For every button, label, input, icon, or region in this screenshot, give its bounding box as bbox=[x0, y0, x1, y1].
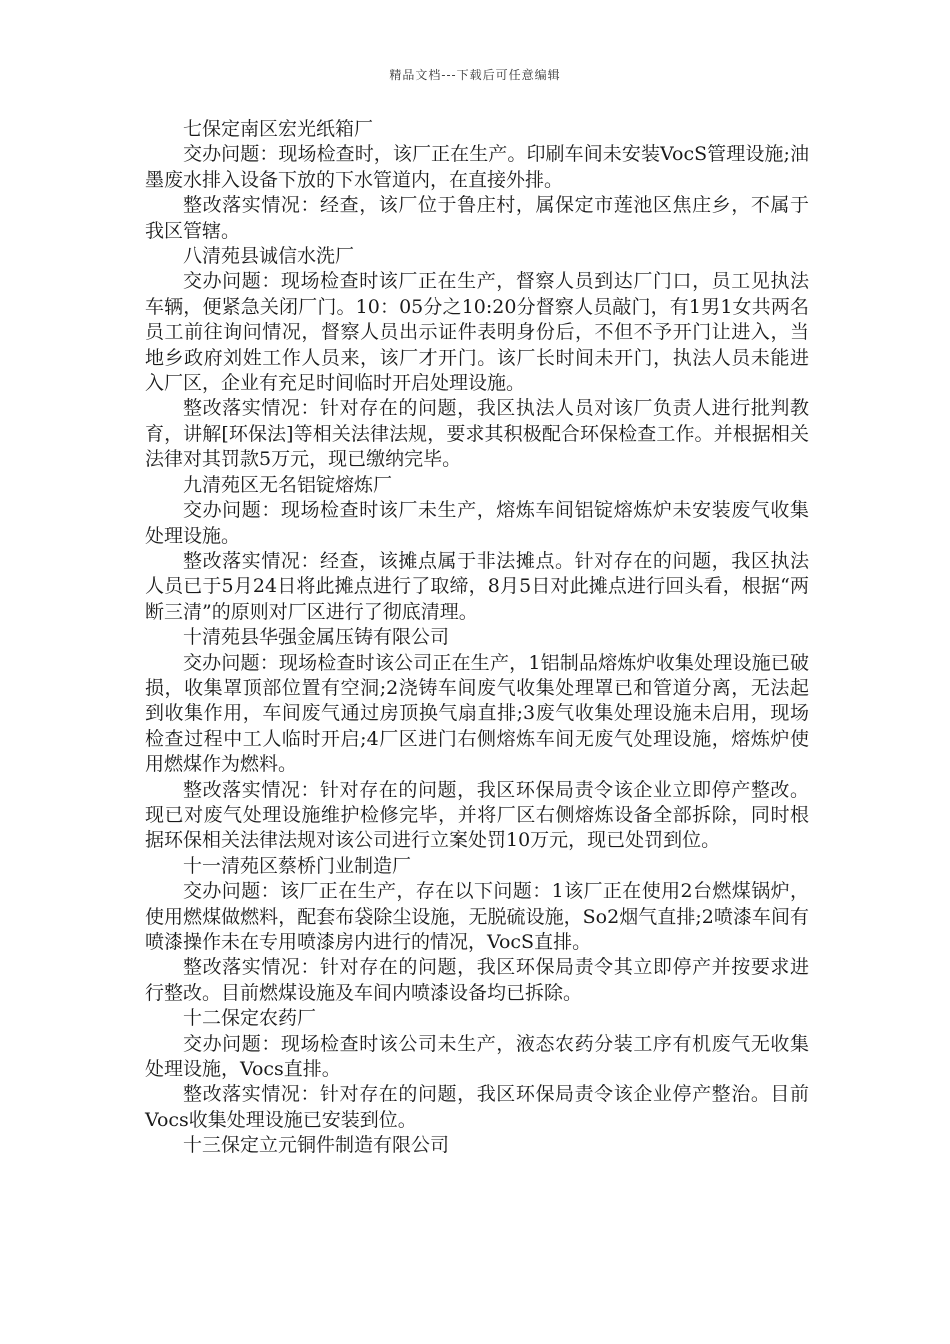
rectification-paragraph: 整改落实情况：针对存在的问题，我区环保局责令其立即停产并按要求进行整改。目前燃煤设施及车间内喷漆设备均已拆除。 bbox=[145, 956, 809, 1004]
section-heading: 七保定南区宏光纸箱厂 bbox=[183, 118, 374, 140]
issue-paragraph: 交办问题：现场检查时该厂正在生产，督察人员到达厂门口，员工见执法车辆，便紧急关闭厂门。10：05分之10:20分督察人员敲门，有1男1女共两名员工前往询问情况，督察人员出示证件表明身份后，不但不予开门让进入，当地乡政府刘姓工作人员来，该厂才开门。该厂长时间未开门，执法人员未能进入厂区，企业有充足时间临时开启处理设施。 bbox=[145, 270, 809, 395]
issue-paragraph: 交办问题：现场检查时，该厂正在生产。印刷车间未安装VocS管理设施;油墨废水排入设备下放的下水管道内，在直接外排。 bbox=[145, 143, 809, 191]
issue-paragraph: 交办问题：现场检查时该公司未生产，液态农药分装工序有机废气无收集处理设施，Vocs直排。 bbox=[145, 1032, 809, 1081]
rectification-paragraph: 整改落实情况：针对存在的问题，我区环保局责令该企业停产整治。目前Vocs收集处理设施已安装到位。 bbox=[145, 1083, 809, 1131]
rectification-paragraph: 整改落实情况：经查，该厂位于鲁庄村，属保定市莲池区焦庄乡，不属于我区管辖。 bbox=[145, 194, 809, 242]
section-heading: 八清苑县诚信水洗厂 bbox=[183, 245, 355, 268]
section-heading: 九清苑区无名铝锭熔炼厂 bbox=[183, 473, 393, 496]
rectification-paragraph: 整改落实情况：针对存在的问题，我区环保局责令该企业立即停产整改。现已对废气处理设施维护检修完毕，并将厂区右侧熔炼设备全部拆除，同时根据环保相关法律法规对该公司进行立案处罚10万元，现已处罚到位。 bbox=[145, 778, 809, 852]
section-heading: 十三保定立元铜件制造有限公司 bbox=[183, 1134, 450, 1157]
section-heading: 十清苑县华强金属压铸有限公司 bbox=[183, 626, 450, 649]
issue-paragraph: 交办问题：现场检查时该厂未生产，熔炼车间铝锭熔炼炉未安装废气收集处理设施。 bbox=[145, 499, 809, 547]
rectification-paragraph: 整改落实情况：经查，该摊点属于非法摊点。针对存在的问题，我区执法人员已于5月24日将此摊点进行了取缔，8月5日对此摊点进行回头看，根据“两断三清”的原则对厂区进行了彻底清理。 bbox=[145, 549, 809, 623]
issue-paragraph: 交办问题：该厂正在生产，存在以下问题：1该厂正在使用2台燃煤锅炉，使用燃煤做燃料，配套布袋除尘设施，无脱硫设施，So2烟气直排;2喷漆车间有喷漆操作未在专用喷漆房内进行的情况，VocS直排。 bbox=[145, 880, 809, 953]
rectification-paragraph: 整改落实情况：针对存在的问题，我区执法人员对该厂负责人进行批判教育，讲解[环保法]等相关法律法规，要求其积极配合环保检查工作。并根据相关法律对其罚款5万元，现已缴纳完毕。 bbox=[145, 397, 809, 471]
issue-paragraph: 交办问题：现场检查时该公司正在生产，1铝制品熔炼炉收集处理设施已破损，收集罩顶部位置有空洞;2浇铸车间废气收集处理罩已和管道分离，无法起到收集作用，车间废气通过房顶换气扇直排;3废气收集处理设施未启用，现场检查过程中工人临时开启;4厂区进门右侧熔炼车间无废气处理设施，熔炼炉使用燃煤作为燃料。 bbox=[145, 651, 809, 776]
page-header: 精品文档---下载后可任意编辑 bbox=[389, 68, 561, 82]
section-heading: 十二保定农药厂 bbox=[183, 1007, 317, 1030]
section-heading: 十一清苑区蔡桥门业制造厂 bbox=[183, 854, 412, 877]
document-body bbox=[145, 117, 809, 1159]
